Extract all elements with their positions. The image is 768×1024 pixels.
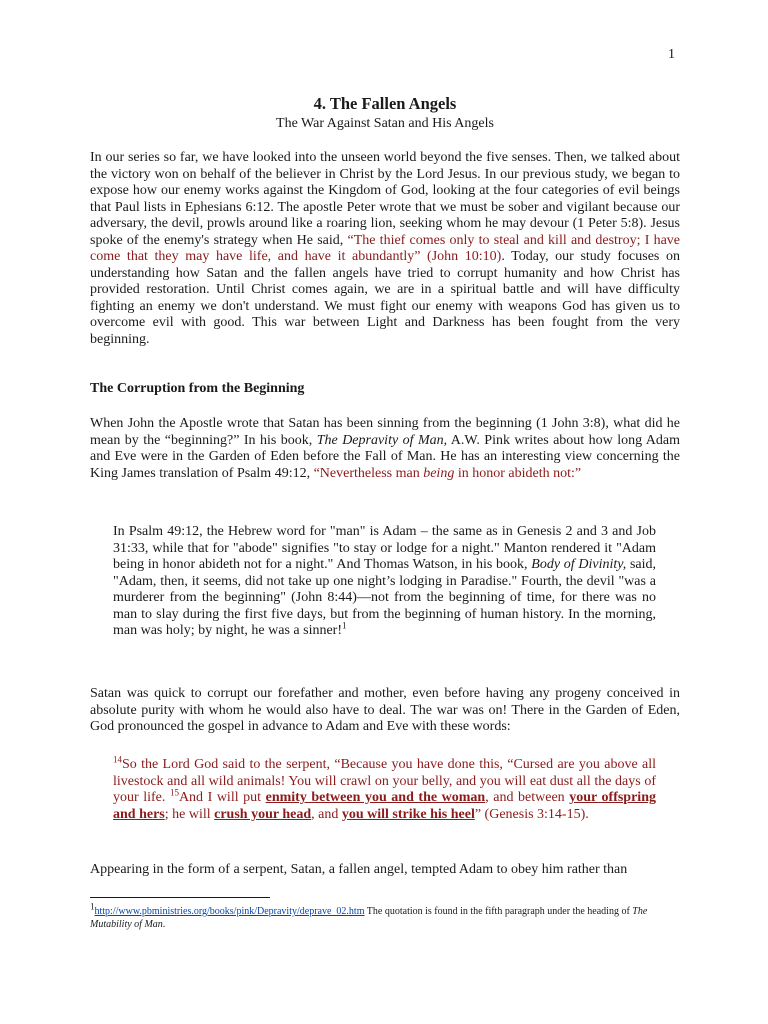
emphasis-enmity: enmity between you and the woman	[265, 790, 486, 805]
footnote-number: 1	[90, 901, 95, 912]
john-10-10-quote: “The thief comes only to steal and kill and destroy; I have come that they may have life, and have it abundantly” (John 10:10)	[90, 232, 681, 264]
footnote-divider	[90, 897, 270, 898]
verse-number: 15	[169, 787, 179, 798]
intro-text-2: . Today, our study focuses on understanding how Satan and the fallen angels have tried to corrupt humanity and how Christ has provided restoration. Until Christ comes again, we are in a spiritual battle and will have difficulty fighting an enemy we don't understand. We must fight our enemy with weapons God has given us to overcome evil with good. This war between Light and Darkness has been fought from the very beginning.	[90, 249, 680, 347]
document-title: 4. The Fallen Angels	[313, 94, 457, 113]
footnote-link[interactable]: http://www.pbministries.org/books/pink/Depravity/deprave_02.htm	[94, 906, 365, 917]
intro-text-1: In our series so far, we have looked into the unseen world beyond the five senses. Then, we talked about the victory won on behalf of the believer in Christ by the Lord Jesus. In our previous study, we began to expose how our enemy works against the Kingdom of God, looking at the four categories of evil beings that Paul lists in Ephesians 6:12. The apostle Peter wrote that we must be sober and vigilant because our adversary, the devil, prowls around like a roaring lion, seeking whom he may devour (1 Peter 5:8). Jesus spoke of the enemy's strategy when He said,	[90, 150, 680, 248]
serpent-paragraph: Appearing in the form of a serpent, Satan, a fallen angel, tempted Adam to obey him rather than	[90, 862, 628, 877]
footnote-reference[interactable]: 1	[342, 620, 347, 631]
verse-number: 14	[113, 754, 122, 765]
pink-blockquote: In Psalm 49:12, the Hebrew word for "man" is Adam – the same as in Genesis 2 and 3 and Job 31:33, while that for "abode" signifies "to stay or lodge for a night." Manton rendered it "Adam being in honor abideth not for a night." And Thomas Watson, in his book, Body of Divinity, said, "Adam, then, it seems, did not take up one night’s lodging in Paradise." Fourth, the devil "was a murderer from the beginning" (John 8:44)—not from the beginning of time, for there was no man to slay during the first five days, but from the beginning of human history. In the morning, man was holy; by night, he was a sinner!$^1$	[113, 524, 656, 638]
genesis-quote: $^{14}$So the Lord God said to the serpent, “Because you have done this, “Cursed are you above all livestock and all wild animals! You will crawl on your belly, and you will eat dust all the days of your life. $^{15}$And I will put enmity between you and the woman, and between your offspring and hers; he will crush your head, and you will strike his heel” (Genesis 3:14-15).	[113, 754, 656, 822]
satan-paragraph: Satan was quick to corrupt our forefather and mother, even before having any progeny conceived in absolute purity with whom he would also have to deal. The war was on! There in the Garden of Eden, God pronounced the gospel in advance to Adam and Eve with these words:	[90, 686, 680, 734]
corruption-paragraph: When John the Apostle wrote that Satan has been sinning from the beginning (1 John 3:8), what did he mean by the “beginning?” In his book, The Depravity of Man, A.W. Pink writes about how long Adam and Eve were in the Garden of Eden before the Fall of Man. He has an interesting view concerning the King James translation of Psalm 49:12, “Nevertheless man being in honor abideth not:”	[90, 416, 680, 481]
book-title: Body of Divinity,	[531, 557, 627, 572]
book-title: The Depravity of Man	[316, 432, 444, 448]
intro-paragraph	[90, 150, 680, 348]
psalm-quote: “Nevertheless man being in honor abideth not:”	[313, 465, 582, 481]
emphasis-strike-heel: you will strike his heel	[341, 806, 475, 822]
document-subtitle: The War Against Satan and His Angels	[276, 116, 494, 131]
emphasis-crush-head: crush your head	[214, 806, 312, 822]
emphasis-offspring: your offspring and hers	[113, 790, 656, 822]
page-number: 1	[668, 47, 675, 62]
footnote: 1http://www.pbministries.org/books/pink/Depravity/deprave_02.htm The quotation is found in the fifth paragraph under the heading of The Mutability of Man.	[90, 901, 648, 930]
section-heading: The Corruption from the Beginning	[90, 381, 305, 396]
